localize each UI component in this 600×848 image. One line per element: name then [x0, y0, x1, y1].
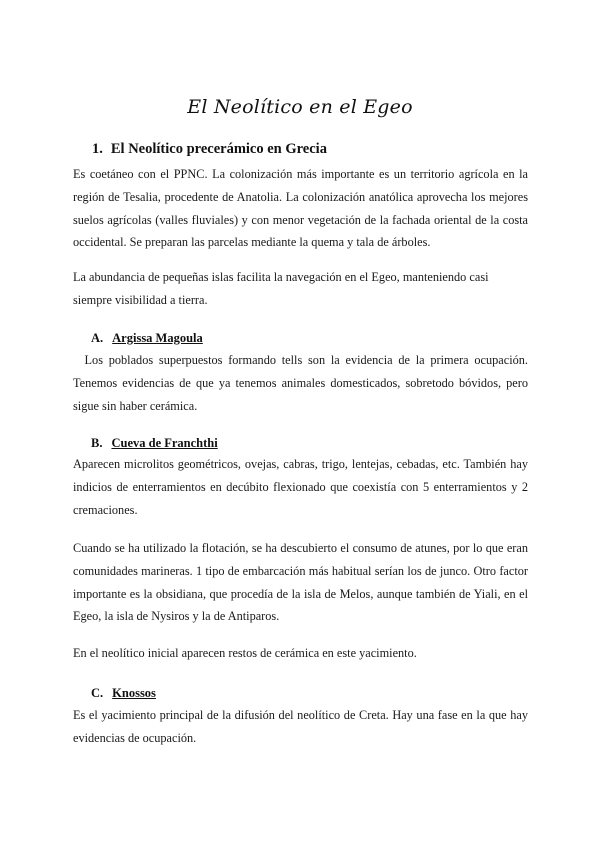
subsection-heading-franchthi — [91, 436, 218, 451]
paragraph-franchthi-hallazgos: Aparecen microlitos geométricos, ovejas, cabras, trigo, lentejas, cebadas, etc. También hay indicios de enterramientos en decúbito flexionado que coexistía con 5 enterramientos y 2 cremaciones. — [73, 457, 528, 517]
subsection-name: Argissa Magoula — [112, 331, 203, 345]
section-heading-text: El Neolítico precerámico en Grecia — [110, 141, 327, 157]
paragraph-argissa: Los poblados superpuestos formando tells son la evidencia de la primera ocupación. Tenemos evidencias de que ya tenemos animales domesticados, sobretodo bóvidos, pero sigue sin haber cerámica. — [73, 353, 532, 413]
subsection-name: Knossos — [112, 686, 156, 700]
section-heading — [92, 141, 327, 158]
paragraph-ppnc: Es coetáneo con el PPNC. La colonización más importante es un territorio agrícola en la región de Tesalia, procedente de Anatolia. La colonización anatólica aprovecha los mejores suelos agrícolas (valles fluviales) y con menor vegetación de la fachada oriental de la costa occidental. Se preparan las parcelas mediante la quema y tala de árboles. — [73, 167, 528, 250]
paragraph-islas: La abundancia de pequeñas islas facilita la navegación en el Egeo, manteniendo casi siempre visibilidad a tierra. — [73, 270, 489, 307]
paragraph-franchthi-flotacion: Cuando se ha utilizado la flotación, se ha descubierto el consumo de atunes, por lo que eran comunidades marineras. 1 tipo de embarcación más habitual serían los de junco. Otro factor importante es la obsidiana, que procedía de la isla de Melos, aunque también de Yiali, en el Egeo, la isla de Nysiros y la de Antiparos. — [73, 541, 528, 624]
document-title: El Neolítico en el Egeo — [187, 96, 413, 118]
subsection-letter: C. — [91, 686, 104, 700]
subsection-letter: B. — [91, 436, 103, 450]
subsection-name: Cueva de Franchthi — [111, 436, 218, 450]
paragraph-knossos: Es el yacimiento principal de la difusión del neolítico de Creta. Hay una fase en la que hay evidencias de ocupación. — [73, 708, 528, 745]
paragraph-franchthi-ceramica: En el neolítico inicial aparecen restos de cerámica en este yacimiento. — [73, 646, 417, 660]
subsection-heading-knossos — [91, 686, 156, 701]
section-number: 1. — [92, 141, 103, 157]
subsection-heading-argissa — [91, 331, 203, 346]
subsection-letter: A. — [91, 331, 104, 345]
